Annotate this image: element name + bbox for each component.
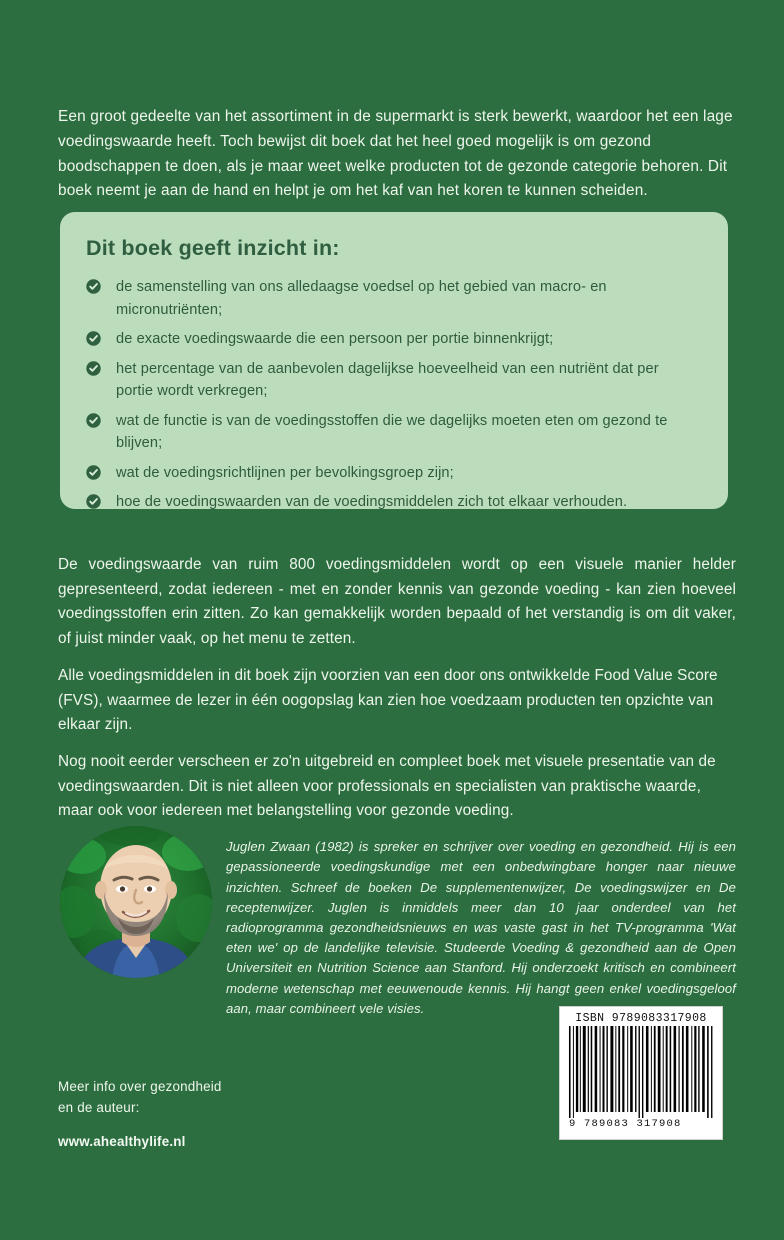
body-paragraph-3: Nog nooit eerder verscheen er zo'n uitgebreid en compleet boek met visuele presentatie van de voedingswaarden. Dit is niet alleen voor professionals en specialisten van praktische waarde, maar ook voor iedereen met belangstelling voor gezonde voeding. (58, 753, 716, 820)
list-item (86, 328, 698, 351)
list-item-label: wat de functie is van de voedingsstoffen die we dagelijks moeten eten om gezond te blijven; (116, 412, 668, 451)
check-circle-icon (86, 465, 101, 480)
list-item-label: de exacte voedingswaarde die een persoon per portie binnenkrijgt; (116, 331, 554, 347)
author-portrait-photo (60, 826, 212, 978)
check-circle-icon (86, 361, 101, 376)
footer-info-line-1: Meer info over gezondheid (58, 1079, 222, 1094)
isbn-label: ISBN 9789083317908 (575, 1012, 707, 1025)
check-circle-icon (86, 331, 101, 346)
body-paragraph-1: De voedingswaarde van ruim 800 voedingsmiddelen wordt op een visuele manier helder gepresenteerd, zodat iedereen - met en zonder kennis van gezonde voeding - kan zien hoeveel voedingsstoffen erin zitten. Zo kan gemakkelijk worden bepaald of het verstandig is om dit vaker, of juist minder vaak, op het menu te zetten. (58, 556, 736, 647)
list-item (86, 410, 698, 455)
footer-info-line-2: en de auteur: (58, 1100, 140, 1115)
author-block (58, 822, 736, 1016)
isbn-barcode (559, 1006, 723, 1140)
check-circle-icon (86, 494, 101, 509)
insight-box-title: Dit boek geeft inzicht in: (86, 236, 340, 260)
barcode-bars-icon (567, 1026, 715, 1118)
website-url[interactable]: www.ahealthylife.nl (58, 1134, 186, 1149)
insight-bullet-list (86, 276, 698, 514)
body-paragraph-2: Alle voedingsmiddelen in dit boek zijn voorzien van een door ons ontwikkelde Food Value Score (FVS), waarmee de lezer in één oogopslag kan zien hoe voedzaam producten ten opzichte van elkaar zijn. (58, 667, 718, 734)
list-item-label: het percentage van de aanbevolen dagelijkse hoeveelheid van een nutriënt dat per portie wordt verkregen; (116, 360, 659, 399)
footer-info (58, 1076, 388, 1152)
list-item (86, 462, 698, 485)
list-item (86, 276, 698, 321)
insight-box (60, 212, 728, 509)
list-item (86, 491, 698, 514)
list-item-label: hoe de voedingswaarden van de voedingsmiddelen zich tot elkaar verhouden. (116, 494, 628, 510)
check-circle-icon (86, 279, 101, 294)
intro-paragraph: Een groot gedeelte van het assortiment in de supermarkt is sterk bewerkt, waardoor het een lage voedingswaarde heeft. Toch bewijst dit boek dat het heel goed mogelijk is om gezond boodschappen te doen, als je maar weet welke producten tot de gezonde categorie behoren. Dit boek neemt je aan de hand en helpt je om het kaf van het koren te kunnen scheiden. (58, 108, 733, 200)
check-circle-icon (86, 413, 101, 428)
list-item-label: de samenstelling van ons alledaagse voedsel op het gebied van macro- en micronutriënten; (116, 279, 607, 318)
barcode-digits: 9 789083 317908 (569, 1118, 682, 1130)
list-item (86, 358, 698, 403)
list-item-label: wat de voedingsrichtlijnen per bevolkingsgroep zijn; (116, 464, 454, 481)
author-bio-text: Juglen Zwaan (1982) is spreker en schrijver over voeding en gezondheid. Hij is een gepassioneerde voedingskundige met een onbedwingbare honger naar nieuwe inzichten. Schreef de boeken De supplementenwijzer, De voedingswijzer en De receptenwijzer. Juglen is inmiddels meer dan 10 jaar onderdeel van het radioprogramma gezondheidsnieuws en was vaste gast in het TV-programma 'Wat eten we' op de landelijke televisie. Studeerde Voeding & gezondheid aan de Open Universiteit en Nutrition Science aan Stanford. Hij onderzoekt kritisch en combineert moderne wetenschap met eeuwenoude kennis. Hij hangt geen enkel voedingsgeloof aan, maar combineert vele visies. (226, 839, 736, 1016)
